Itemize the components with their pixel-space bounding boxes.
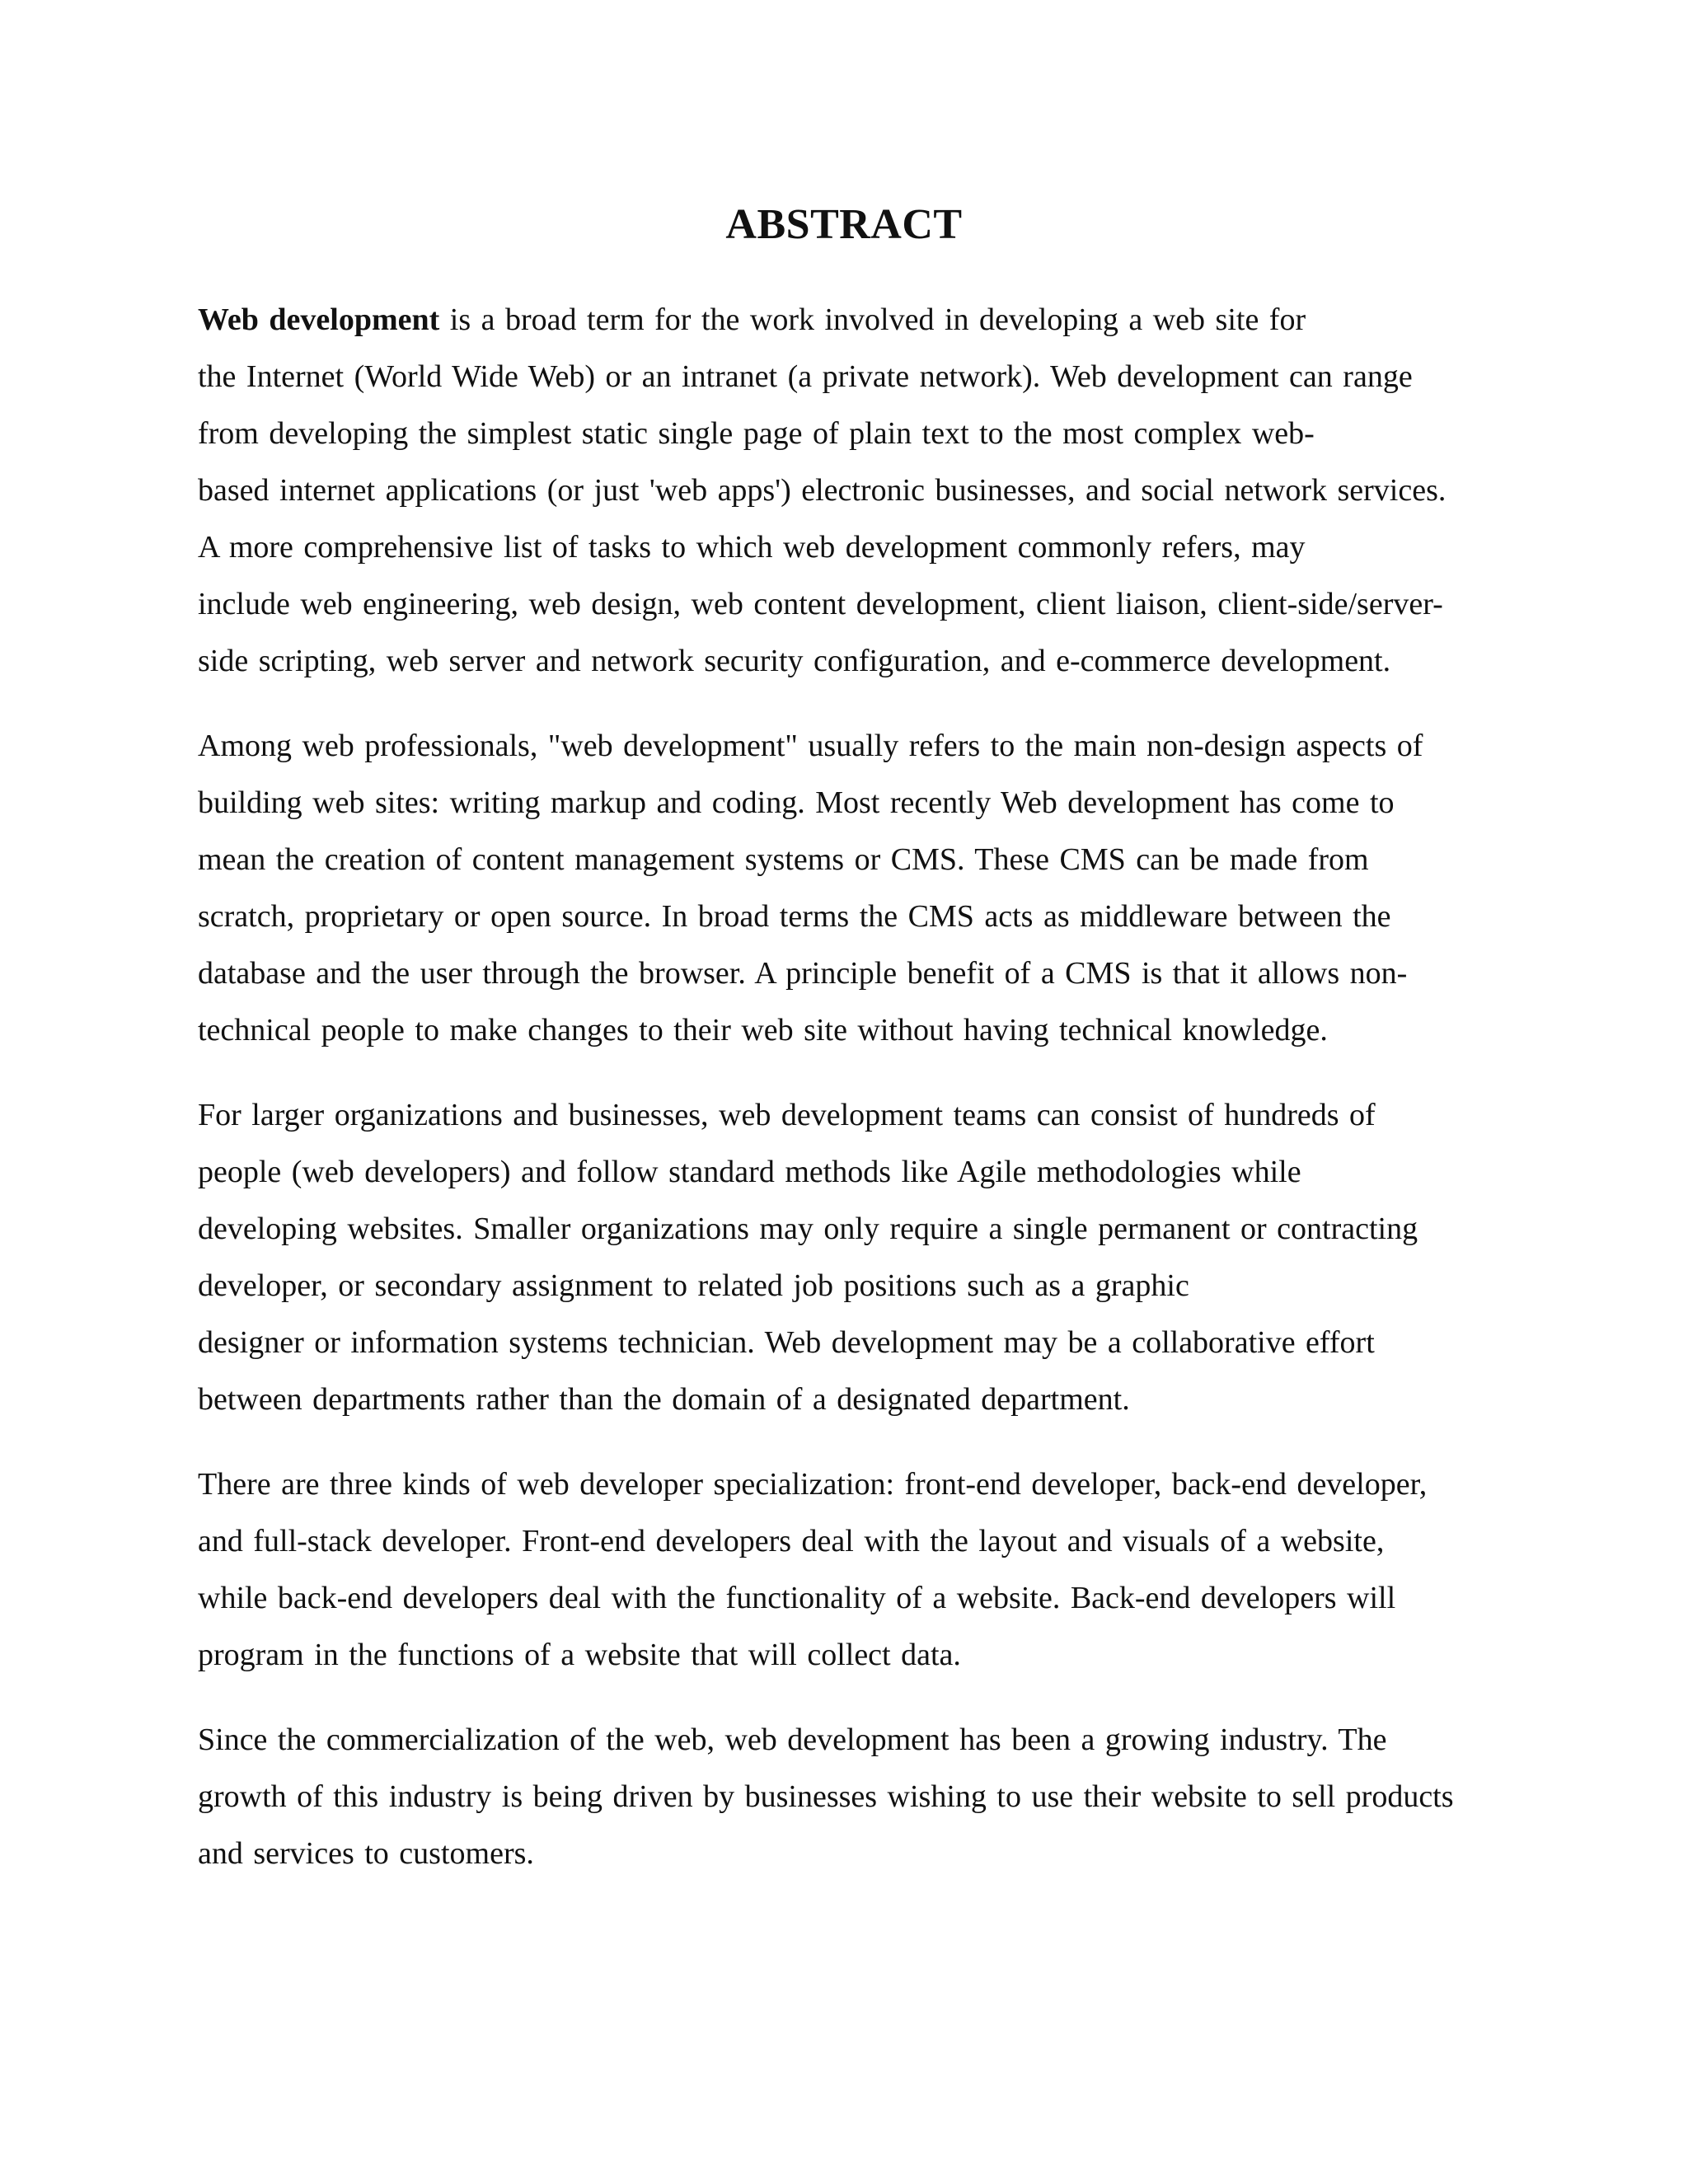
paragraph-line — [198, 292, 1500, 349]
paragraph-line: growth of this industry is being driven by businesses wishing to use their website to sell products — [198, 1779, 1454, 1814]
paragraph-line: and services to customers. — [198, 1836, 534, 1871]
paragraph-line: include web engineering, web design, web content development, client liaison, client-side/server- — [198, 587, 1443, 621]
paragraph-line: building web sites: writing markup and coding. Most recently Web development has come to — [198, 785, 1395, 820]
paragraph-4 — [198, 1456, 1500, 1684]
paragraph-line: technical people to make changes to their web site without having technical knowledge. — [198, 1013, 1328, 1047]
paragraph-line: designer or information systems technician. Web development may be a collaborative effort — [198, 1325, 1375, 1360]
paragraph-line: based internet applications (or just 'web apps') electronic businesses, and social network services. — [198, 473, 1447, 508]
paragraph-line: There are three kinds of web developer specialization: front-end developer, back-end developer, — [198, 1467, 1428, 1502]
paragraph-line: program in the functions of a website that will collect data. — [198, 1638, 961, 1672]
paragraph-line: database and the user through the browser. A principle benefit of a CMS is that it allows non- — [198, 956, 1408, 991]
paragraph-line: and full-stack developer. Front-end developers deal with the layout and visuals of a website, — [198, 1524, 1385, 1558]
paragraph-3 — [198, 1087, 1500, 1428]
paragraph-line: developer, or secondary assignment to related job positions such as a graphic — [198, 1268, 1189, 1303]
bold-term: Web development — [198, 302, 440, 337]
paragraph-line: side scripting, web server and network security configuration, and e-commerce development. — [198, 644, 1391, 678]
paragraph-line: Since the commercialization of the web, web development has been a growing industry. The — [198, 1722, 1387, 1757]
line-text: is a broad term for the work involved in developing a web site for — [439, 302, 1306, 337]
paragraph-line: developing websites. Smaller organizations may only require a single permanent or contracting — [198, 1212, 1418, 1246]
paragraph-1 — [198, 292, 1500, 690]
paragraph-2 — [198, 718, 1500, 1059]
paragraph-line: people (web developers) and follow standard methods like Agile methodologies while — [198, 1155, 1301, 1189]
paragraph-line: mean the creation of content management systems or CMS. These CMS can be made from — [198, 842, 1369, 877]
paragraph-5 — [198, 1712, 1500, 1882]
paragraph-line: the Internet (World Wide Web) or an intranet (a private network). Web development can range — [198, 359, 1413, 394]
paragraph-line: scratch, proprietary or open source. In broad terms the CMS acts as middleware between the — [198, 899, 1391, 934]
paragraph-line: between departments rather than the domain of a designated department. — [198, 1382, 1130, 1417]
paragraph-line: Among web professionals, "web development" usually refers to the main non-design aspects of — [198, 729, 1423, 763]
paragraph-line: while back-end developers deal with the functionality of a website. Back-end developers will — [198, 1581, 1396, 1615]
abstract-body — [198, 292, 1500, 1910]
page-title: ABSTRACT — [725, 201, 963, 248]
paragraph-line: from developing the simplest static single page of plain text to the most complex web- — [198, 416, 1315, 451]
paragraph-line: For larger organizations and businesses, web development teams can consist of hundreds of — [198, 1098, 1376, 1132]
paragraph-line: A more comprehensive list of tasks to which web development commonly refers, may — [198, 530, 1306, 565]
